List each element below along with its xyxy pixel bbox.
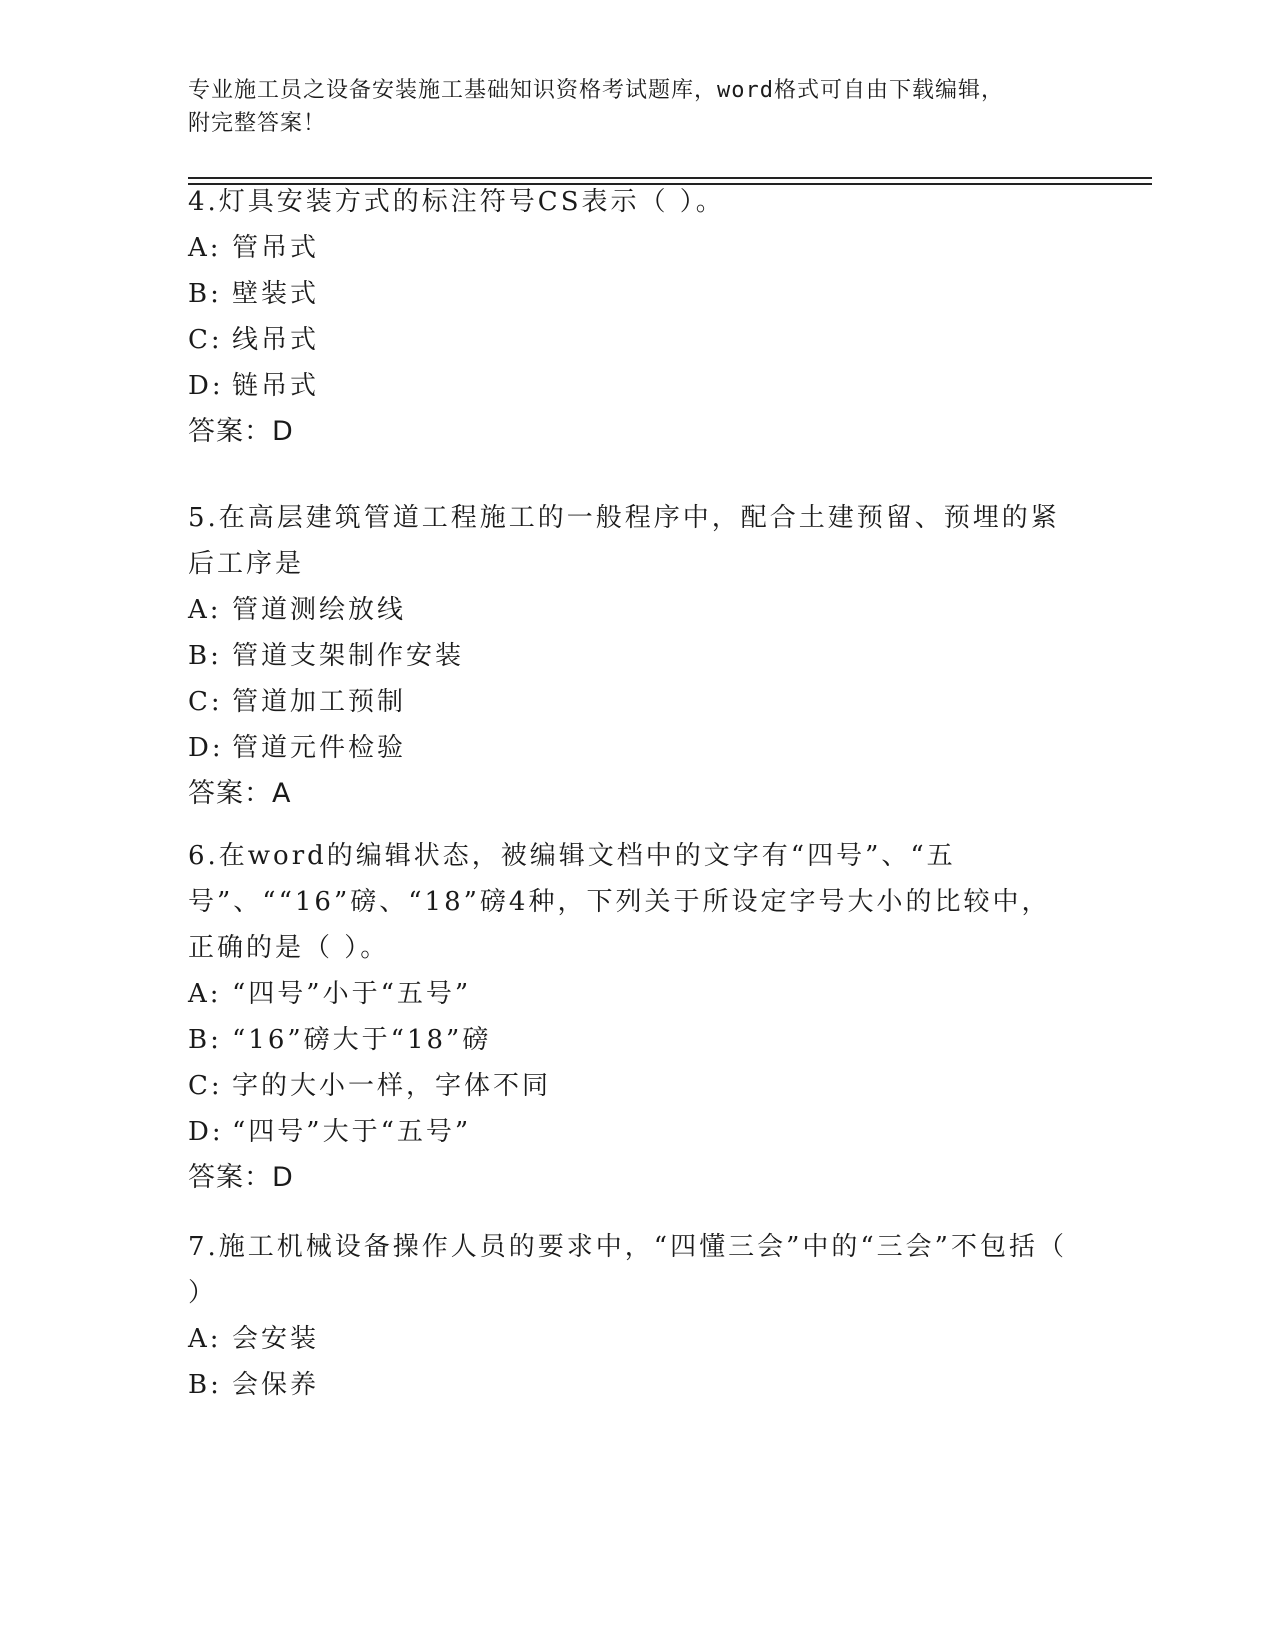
option-c [188,679,1068,725]
question-7 [188,1224,1068,1408]
option-label: C: [188,325,223,355]
option-b [188,271,1068,317]
option-text: 字的大小一样，字体不同 [232,1071,552,1101]
option-c [188,1063,1068,1109]
option-text: 链吊式 [232,371,320,401]
question-stem: 5.在高层建筑管道工程施工的一般程序中，配合土建预留、预埋的紧后工序是 [188,503,1060,579]
question-stem: 6.在word的编辑状态，被编辑文档中的文字有“四号”、“五号”、““16”磅、“18”磅4种，下列关于所设定字号大小的比较中，正确的是（ ）。 [188,841,1051,963]
option-text: 管道加工预制 [232,687,407,717]
option-text: 管道元件检验 [232,733,407,763]
option-label: A: [188,979,222,1009]
option-d [188,725,1068,771]
option-text: “四号”小于“五号” [232,979,472,1009]
option-label: D: [188,733,224,763]
question-stem: 4.灯具安装方式的标注符号CS表示（ ）。 [188,187,725,217]
document-header [188,74,1168,140]
answer: 答案：D [188,416,294,447]
option-text: 管吊式 [232,233,320,263]
answer: 答案：A [188,778,292,809]
option-text: 会保养 [232,1370,320,1400]
option-label: B: [188,1025,222,1055]
option-a [188,225,1068,271]
answer: 答案：D [188,1162,294,1193]
option-b [188,1362,1068,1408]
question-5 [188,495,1068,817]
question-6 [188,833,1068,1201]
option-text: 管道测绘放线 [232,595,407,625]
option-label: C: [188,687,223,717]
option-label: B: [188,279,222,309]
option-label: D: [188,371,224,401]
question-stem: 7.施工机械设备操作人员的要求中，“四懂三会”中的“三会”不包括（ ） [188,1232,1067,1308]
option-d [188,1109,1068,1155]
option-b [188,1017,1068,1063]
option-text: 会安装 [232,1324,320,1354]
option-d [188,363,1068,409]
option-text: 线吊式 [232,325,320,355]
option-c [188,317,1068,363]
option-text: “四号”大于“五号” [232,1117,472,1147]
option-b [188,633,1068,679]
option-a [188,971,1068,1017]
option-label: A: [188,1324,222,1354]
header-line-2: 附完整答案！ [188,111,327,136]
option-a [188,1316,1068,1362]
option-label: C: [188,1071,223,1101]
option-label: B: [188,1370,222,1400]
option-label: B: [188,641,222,671]
option-text: 管道支架制作安装 [232,641,465,671]
option-a [188,587,1068,633]
header-line-1: 专业施工员之设备安装施工基础知识资格考试题库，word格式可自由下载编辑， [188,78,1004,103]
option-text: 壁装式 [232,279,320,309]
question-4 [188,179,1068,455]
option-label: A: [188,233,222,263]
option-text: “16”磅大于“18”磅 [232,1025,492,1055]
option-label: A: [188,595,222,625]
option-label: D: [188,1117,224,1147]
